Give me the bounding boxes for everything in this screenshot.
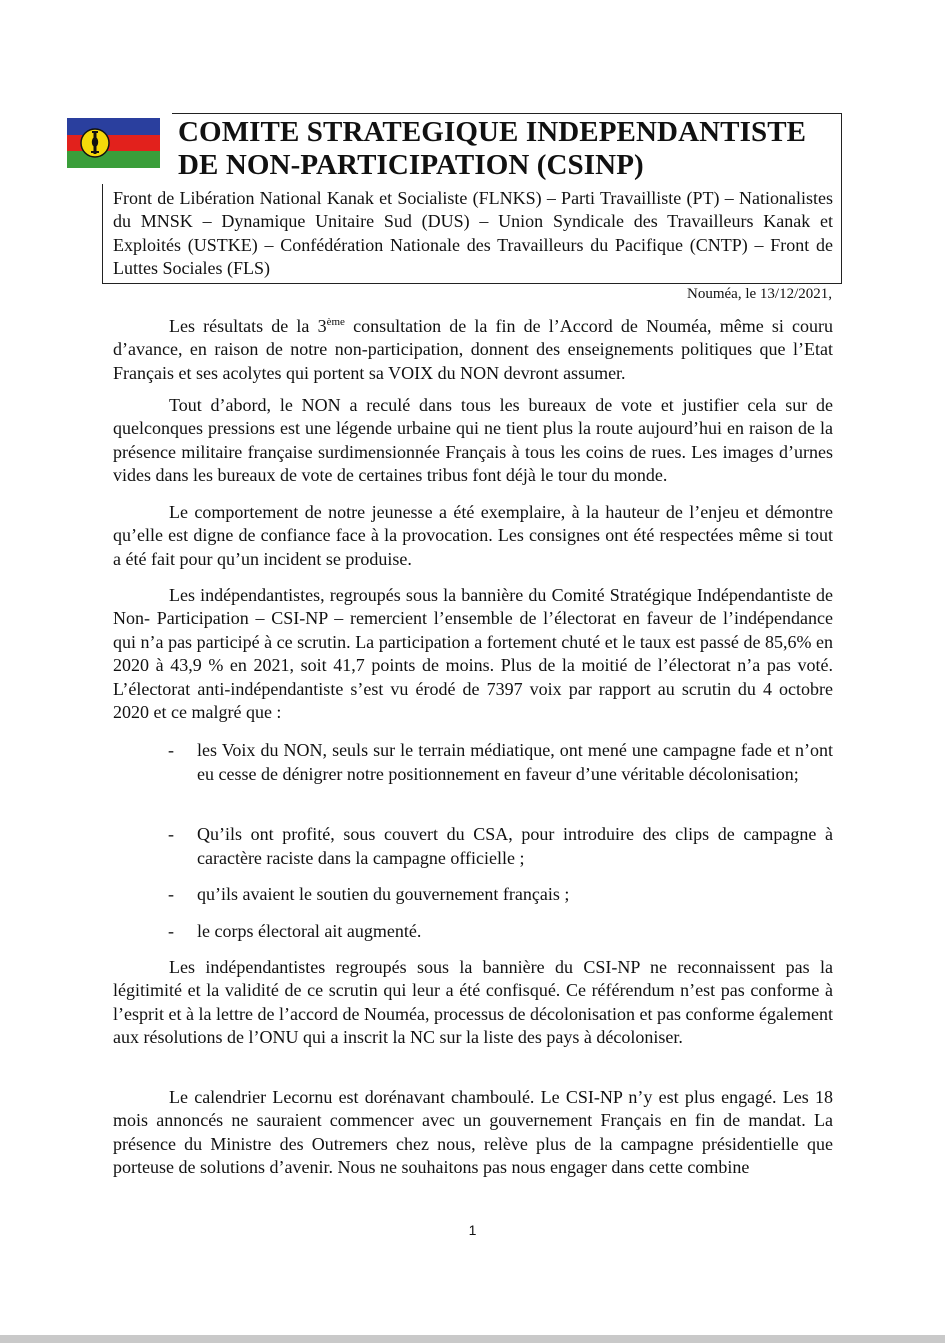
list-item-text: le corps électoral ait augmenté.	[197, 921, 422, 941]
page-bottom-divider	[0, 1335, 945, 1343]
list-item-text: qu’ils avaient le soutien du gouvernement français ;	[197, 884, 570, 904]
paragraph-results	[113, 315, 833, 385]
paragraph-participation: Les indépendantistes, regroupés sous la bannière du Comité Stratégique Indépendantiste de Non- Participation – CSI-NP – remercient l’ensemble de l’électorat en faveur de l’indépendance qui n’a pas participé à ce scrutin. La participation a fortement chuté et le taux est passé de 85,6% en 2020 à 43,9 % en 2021, soit 41,7 points de moins. Plus de la moitié de l’électorat n’a pas voté. L’électorat anti-indépendantiste s’est vu érodé de 7397 voix par rapport au scrutin du 4 octobre 2020 et ce malgré que :	[113, 585, 833, 723]
list-bullet: -	[168, 884, 174, 904]
paragraph-legitimacy: Les indépendantistes regroupés sous la bannière du CSI-NP ne reconnaissent pas la légitimité et la validité de ce scrutin qui leur a été confisqué. Ce référendum n’est pas conforme à l’esprit et à la lettre de l’accord de Nouméa, processus de décolonisation et pas conforme également aux résolutions de l’ONU qui a inscrit la NC sur la liste des pays à décoloniser.	[113, 957, 833, 1048]
title-line-2: DE NON-PARTICIPATION (CSINP)	[178, 149, 644, 181]
list-item	[113, 882, 833, 906]
paragraph-results-text-a: Les résultats de la 3	[169, 316, 327, 336]
title-line-1: COMITE STRATEGIQUE INDEPENDANTISTE	[178, 116, 807, 148]
paragraph-results-text-b: consultation de la fin de l’Accord de Nouméa, même si couru d’avance, en raison de notre non-participation, donnent des enseignements politiques que l’Etat Français et ses acolytes qui portent sa VOIX du NON devront assumer.	[113, 316, 833, 383]
page-number: 1	[468, 1222, 477, 1238]
paragraph-youth: Le comportement de notre jeunesse a été exemplaire, à la hauteur de l’enjeu et démontre qu’elle est digne de confiance face à la provocation. Les consignes ont été respectées même si tout a été fait pour qu’un incident se produise.	[113, 502, 833, 569]
paragraph-calendar: Le calendrier Lecornu est dorénavant chamboulé. Le CSI-NP n’y est plus engagé. Les 18 mois annoncés ne sauraient commencer avec un gouvernement Français en fin de mandat. La présence du Ministre des Outremers chez nous, relève plus de la campagne présidentielle que porteuse de solutions d’avenir. Nous ne souhaitons pas nous engager dans cette combine	[113, 1087, 833, 1178]
organization-title	[178, 116, 806, 182]
list-item	[113, 822, 833, 870]
member-organizations: Front de Libération National Kanak et Socialiste (FLNKS) – Parti Travailliste (PT) – Nationalistes du MNSK – Dynamique Unitaire Sud (DUS) – Union Syndicale des Travailleurs Kanak et Exploités (USTKE) – Confédération Nationale des Travailleurs du Pacifique (CNTP) – Front de Luttes Sociales (FLS)	[113, 188, 833, 278]
list-item-text: Qu’ils ont profité, sous couvert du CSA, pour introduire des clips de campagne à caractère raciste dans la campagne officielle ;	[197, 824, 833, 868]
ordinal-superscript: ème	[326, 316, 345, 328]
list-bullet: -	[168, 921, 174, 941]
list-item-text: les Voix du NON, seuls sur le terrain médiatique, ont mené une campagne fade et n’ont eu cesse de dénigrer notre positionnement en faveur d’une véritable décolonisation;	[197, 740, 833, 784]
list-item	[113, 919, 833, 943]
kanaky-flag-icon	[67, 118, 160, 168]
list-bullet: -	[168, 824, 174, 844]
document-date: Nouméa, le 13/12/2021,	[687, 286, 832, 302]
list-item	[113, 738, 833, 786]
paragraph-no-vote-decline: Tout d’abord, le NON a reculé dans tous les bureaux de vote et justifier cela sur de quelconques pressions est une légende urbaine qui ne tient plus la route aujourd’hui en raison de la présence militaire française surdimensionnée Français à tous les coins de rues. Les images d’urnes vides dans les bureaux de vote de certaines tribus font déjà le tour du monde.	[113, 395, 833, 486]
list-bullet: -	[168, 740, 174, 760]
